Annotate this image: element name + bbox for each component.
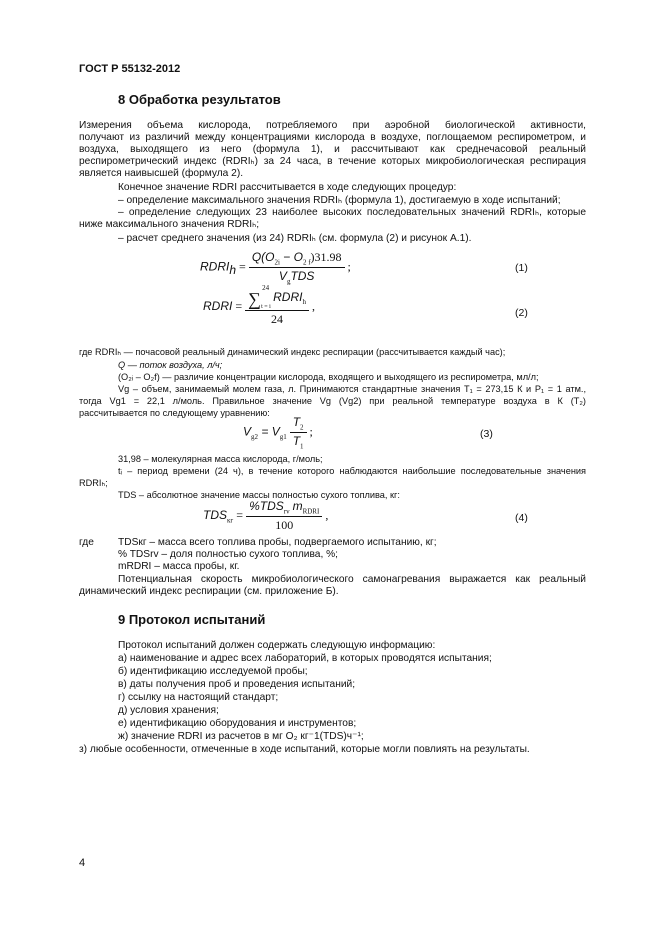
- para1-line-4: респирометрический индекс (RDRIₕ) за 24 часа, в течение которых микробиологическая респирация: [79, 156, 586, 167]
- where-line-1: где RDRIₕ — почасовой реальный динамический индекс респирации (рассчитывается каждый час);: [79, 347, 506, 357]
- section-9-title: 9 Протокол испытаний: [118, 612, 266, 627]
- formula-4-number: (4): [515, 512, 528, 524]
- page-number: 4: [79, 857, 86, 869]
- vg-line-3: рассчитывается по следующему уравнению:: [79, 408, 270, 418]
- where2-line-1: TDSкг – масса всего топлива пробы, подвергаемого испытанию, кг;: [118, 537, 437, 548]
- formula-4: $TDS_{кг}$ = $\frac{\%TDS_{rv} m_{RDRI}}{100}$ ,: [203, 499, 329, 533]
- para1-line-1: Измерения объема кислорода, потребляемого при аэробной биологической активности,: [79, 120, 586, 131]
- protocol-item-f: е) идентификацию оборудования и инструментов;: [118, 718, 357, 729]
- where-line-2: Q — поток воздуха, л/ч;: [118, 360, 223, 370]
- bullet-3: – расчет среднего значения (из 24) RDRIₕ (см. формула (2) и рисунок А.1).: [118, 233, 472, 244]
- para1-line-2: получают из различий между концентрациями кислорода в воздухе, поглощаемом респирометром, и: [79, 132, 586, 143]
- where-line-3: (O₂ᵢ – O₂f) — различие концентрации кислорода, входящего и выходящего из респирометра, мл/л;: [118, 372, 539, 382]
- protocol-item-h: з) любые особенности, отмеченные в ходе испытаний, которые могли повлиять на результаты.: [79, 744, 530, 755]
- formula-1: $RDRI_h$ = $\frac{Q(O_{2i} - O_{2 f})31.98}{V_gTDS}$ ;: [200, 250, 351, 286]
- formula-1-number: (1): [515, 262, 528, 274]
- final-line-2: динамический индекс респирации (см. приложение Б).: [79, 586, 339, 597]
- formula-3: $V_{g2} = V_{g1}$ $\frac{T_2}{T_1}$ ;: [243, 415, 313, 451]
- protocol-item-e: д) условия хранения;: [118, 705, 219, 716]
- bullet-2-line-1: – определение следующих 23 наиболее высоких последовательных значений RDRIₕ, которые: [118, 207, 586, 218]
- para2: Конечное значение RDRI рассчитывается в ходе следующих процедур:: [118, 182, 457, 193]
- formula-2-number: (2): [515, 307, 528, 319]
- where2-line-2: % TDSrv – доля полностью сухого топлива, %;: [118, 549, 339, 560]
- bullet-2-line-2: ниже максимального значения RDRIₕ;: [79, 219, 260, 230]
- protocol-item-c: в) даты получения проб и проведения испытаний;: [118, 679, 356, 690]
- standard-header: ГОСТ Р 55132-2012: [79, 63, 181, 75]
- protocol-item-g: ж) значение RDRI из расчетов в мг O₂ кг⁻1(TDS)ч⁻¹;: [118, 731, 364, 742]
- formula-2: RDRI = ∑ 24 t = i $RDRI_h$ 24 ,: [203, 284, 315, 326]
- where2-line-3: mRDRI – масса пробы, кг.: [118, 561, 240, 572]
- defs-line-3: RDRIₕ;: [79, 478, 108, 488]
- vg-line-1: Vg – объем, занимаемый молем газа, л. Принимаются стандартные значения T₁ = 273,15 К и P₁ = 1 атм.,: [118, 384, 586, 394]
- para1-line-3: воздуха, выходящего из него (формула 1), и рассчитывают как среднечасовой реальный: [79, 144, 586, 155]
- protocol-intro: Протокол испытаний должен содержать следующую информацию:: [118, 640, 436, 651]
- vg-line-2: тогда Vg1 = 22,1 л/моль. Правильное значение Vg (Vg2) при реальной температуре воздуха в К (T₂): [79, 396, 586, 406]
- defs-line-4: TDS – абсолютное значение массы полностью сухого топлива, кг:: [118, 490, 400, 500]
- protocol-item-d: г) ссылку на настоящий стандарт;: [118, 692, 279, 703]
- section-8-title: 8 Обработка результатов: [118, 92, 281, 107]
- defs-line-2: tᵢ – период времени (24 ч), в течение которого наблюдаются наибольшие последовательные значения: [118, 466, 586, 476]
- where2-label: где: [79, 537, 94, 548]
- protocol-item-b: б) идентификацию исследуемой пробы;: [118, 666, 308, 677]
- bullet-1: – определение максимального значения RDRIₕ (формула 1), достигаемую в ходе испытаний;: [118, 195, 561, 206]
- para1-line-5: является наивысшей (формула 2).: [79, 168, 244, 179]
- final-line-1: Потенциальная скорость микробиологического самонагревания выражается как реальный: [118, 574, 586, 585]
- defs-line-1: 31,98 – молекулярная масса кислорода, г/моль;: [118, 454, 323, 464]
- protocol-item-a: а) наименование и адрес всех лабораторий, в которых проводятся испытания;: [118, 653, 492, 664]
- formula-3-number: (3): [480, 428, 493, 440]
